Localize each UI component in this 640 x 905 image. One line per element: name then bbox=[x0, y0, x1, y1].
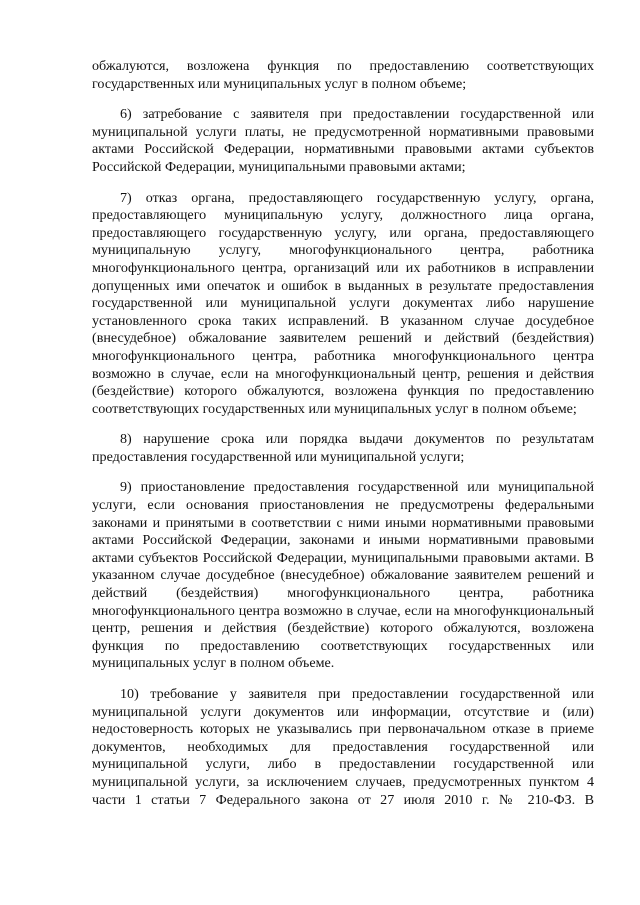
document-page bbox=[92, 58, 594, 809]
paragraph-item-6: 6) затребование с заявителя при предоставлении государственной или муниципальной услуги платы, не предусмотренной нормативными правовыми актами Российской Федерации, нормативными правовыми актами субъектов Российской Федерации, муниципальными правовыми актами; bbox=[92, 106, 594, 175]
paragraph-item-8: 8) нарушение срока или порядка выдачи документов по результатам предоставления государственной или муниципальной услуги; bbox=[92, 431, 594, 465]
paragraph-continuation: обжалуются, возложена функция по предоставлению соответствующих государственных или муниципальных услуг в полном объеме; bbox=[92, 58, 594, 92]
paragraph-item-10: 10) требование у заявителя при предоставлении государственной или муниципальной услуги документов или информации, отсутствие и (или) недостоверность которых не указывались при первоначальном отказе в приеме документов, необходимых для предоставления государственной или муниципальной услуги, либо в предоставлении государственной или муниципальной услуги, за исключением случаев, предусмотренных пунктом 4 части 1 статьи 7 Федерального закона от 27 июля 2010 г. № 210-ФЗ. В bbox=[92, 686, 594, 808]
paragraph-item-7: 7) отказ органа, предоставляющего государственную услугу, органа, предоставляющего муниципальную услугу, должностного лица органа, предоставляющего государственную услугу, или органа, предоставляющего муниципальную услугу, многофункционального центра, работника многофункционального центра, организаций или их работников в исправлении допущенных ими опечаток и ошибок в выданных в результате предоставления государственной или муниципальной услуги документах либо нарушение установленного срока таких исправлений. В указанном случае досудебное (внесудебное) обжалование заявителем решений и действий (бездействия) многофункционального центра, работника многофункционального центра возможно в случае, если на многофункциональный центр, решения и действия (бездействие) которого обжалуются, возложена функция по предоставлению соответствующих государственных или муниципальных услуг в полном объеме; bbox=[92, 189, 594, 417]
paragraph-item-9: 9) приостановление предоставления государственной или муниципальной услуги, если основания приостановления не предусмотрены федеральными законами и принятыми в соответствии с ними иными нормативными правовыми актами Российской Федерации, законами и иными нормативными правовыми актами субъектов Российской Федерации, муниципальными правовыми актами. В указанном случае досудебное (внесудебное) обжалование заявителем решений и действий (бездействия) многофункционального центра, работника многофункционального центра возможно в случае, если на многофункциональный центр, решения и действия (бездействие) которого обжалуются, возложена функция по предоставлению соответствующих государственных или муниципальных услуг в полном объеме. bbox=[92, 479, 594, 672]
